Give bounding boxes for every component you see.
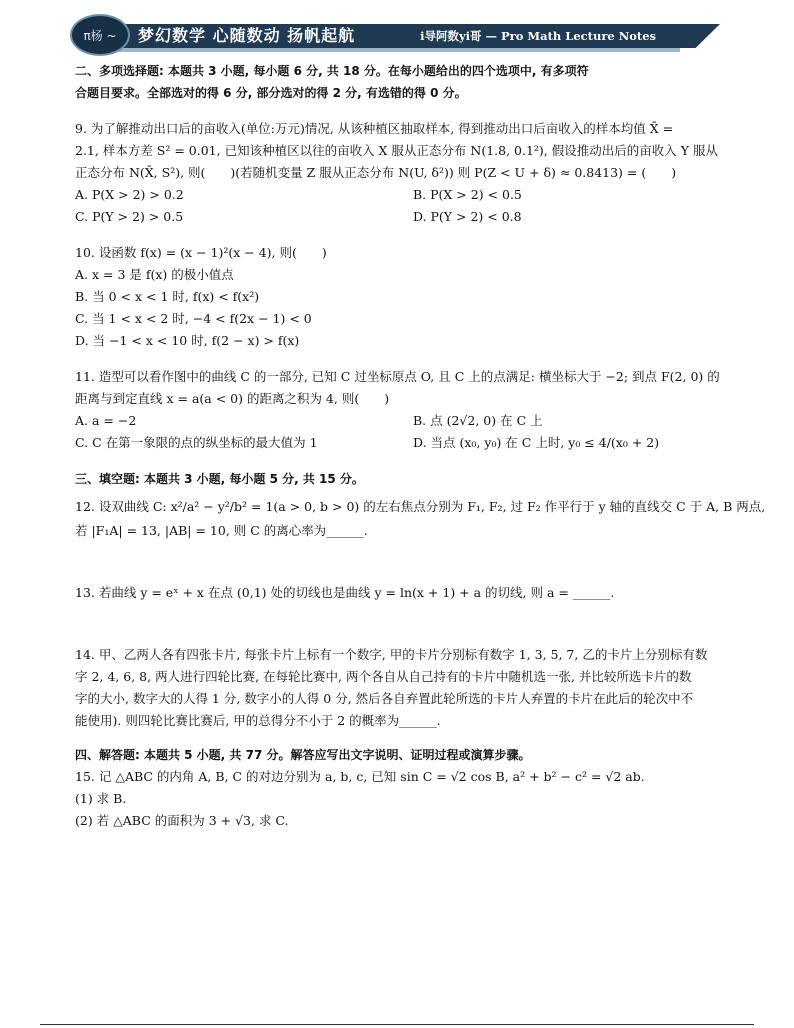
q12-stem: 若 |F₁A| = 13, |AB| = 10, 则 C 的离心率为______.	[75, 523, 368, 538]
q14-stem: 能使用). 则四轮比赛比赛后, 甲的总得分不小于 2 的概率为______.	[75, 713, 441, 728]
q10-option-d: D. 当 −1 < x < 10 时, f(2 − x) > f(x)	[75, 333, 300, 348]
question-15	[75, 766, 725, 832]
question-10	[75, 242, 725, 352]
q9-stem: 2.1, 样本方差 S² = 0.01, 已知该种植区以往的亩收入 X 服从正态分布 N(1.8, 0.1²), 假设推动出后的亩收入 Y 服从	[75, 143, 718, 158]
q11-option-c: C. C 在第一象限的点的纵坐标的最大值为 1	[75, 435, 318, 450]
q14-stem: 14. 甲、乙两人各有四张卡片, 每张卡片上标有一个数字, 甲的卡片分别标有数字 1, 3, 5, 7, 乙的卡片上分别标有数	[75, 647, 708, 662]
q9-stem: 9. 为了解推动出口后的亩收入(单位:万元)情况, 从该种植区抽取样本, 得到推动出口后亩收入的样本均值 X̄ =	[75, 121, 674, 136]
q9-option-a: A. P(X > 2) > 0.2	[75, 187, 184, 202]
footer-rule	[40, 1024, 754, 1025]
exam-content	[75, 60, 766, 832]
question-11	[75, 366, 725, 454]
q10-option-a: A. x = 3 是 f(x) 的极小值点	[75, 267, 234, 282]
page-header	[70, 14, 724, 56]
q11-stem: 11. 造型可以看作图中的曲线 C 的一部分, 已知 C 过坐标原点 O, 且 C 上的点满足: 横坐标大于 −2; 到点 F(2, 0) 的	[75, 369, 720, 384]
q9-stem: 正态分布 N(X̄, S²), 则( )(若随机变量 Z 服从正态分布 N(U, δ²)) 则 P(Z < U + δ) ≈ 0.8413) = ( )	[75, 165, 677, 180]
q15-part-2: (2) 若 △ABC 的面积为 3 + √3, 求 C.	[75, 813, 289, 828]
q11-stem: 距离与到定直线 x = a(a < 0) 的距离之积为 4, 则( )	[75, 391, 390, 406]
q11-option-d: D. 当点 (x₀, y₀) 在 C 上时, y₀ ≤ 4/(x₀ + 2)	[413, 435, 660, 450]
q9-option-c: C. P(Y > 2) > 0.5	[75, 209, 184, 224]
section2-title-cont: 合题目要求。全部选对的得 6 分, 部分选对的得 2 分, 有选错的得 0 分。	[75, 86, 467, 100]
header-underline	[110, 48, 680, 52]
section4-title: 四、解答题: 本题共 5 小题, 共 77 分。解答应写出文字说明、证明过程或演算步骤。	[75, 748, 531, 762]
section3-title: 三、填空题: 本题共 3 小题, 每小题 5 分, 共 15 分。	[75, 472, 364, 486]
q15-stem: 15. 记 △ABC 的内角 A, B, C 的对边分别为 a, b, c, 已知 sin C = √2 cos B, a² + b² − c² = √2 ab.	[75, 769, 645, 784]
q14-stem: 字 2, 4, 6, 8, 两人进行四轮比赛, 在每轮比赛中, 两个各自从自己持有的卡片中随机选一张, 并比较所选卡片的数	[75, 669, 692, 684]
header-slogan: 梦幻数学 心随数动 扬帆起航	[138, 26, 356, 45]
q11-option-a: A. a = −2	[75, 413, 137, 428]
question-13	[75, 582, 725, 604]
logo-badge: π杨 ~	[70, 14, 130, 56]
q10-stem: 10. 设函数 f(x) = (x − 1)²(x − 4), 则( )	[75, 245, 327, 260]
q15-part-1: (1) 求 B.	[75, 791, 127, 806]
q10-option-b: B. 当 0 < x < 1 时, f(x) < f(x²)	[75, 289, 260, 304]
q9-option-b: B. P(X > 2) < 0.5	[413, 187, 522, 202]
q13-stem: 13. 若曲线 y = eˣ + x 在点 (0,1) 处的切线也是曲线 y = ln(x + 1) + a 的切线, 则 a = ______.	[75, 585, 615, 600]
question-9	[75, 118, 725, 228]
q10-option-c: C. 当 1 < x < 2 时, −4 < f(2x − 1) < 0	[75, 311, 312, 326]
q11-option-b: B. 点 (2√2, 0) 在 C 上	[413, 413, 543, 428]
q9-option-d: D. P(Y > 2) < 0.8	[413, 209, 522, 224]
question-14	[75, 644, 725, 732]
header-subtitle: i导阿数yi哥 — Pro Math Lecture Notes	[420, 29, 656, 43]
q12-stem: 12. 设双曲线 C: x²/a² − y²/b² = 1(a > 0, b > 0) 的左右焦点分别为 F₁, F₂, 过 F₂ 作平行于 y 轴的直线交 C 于 A, B 两点,	[75, 499, 766, 514]
q14-stem: 字的大小, 数字大的人得 1 分, 数字小的人得 0 分, 然后各自弃置此轮所选的卡片人弃置的卡片在此后的轮次中不	[75, 691, 694, 706]
question-12	[75, 494, 766, 542]
section2-title: 二、多项选择题: 本题共 3 小题, 每小题 6 分, 共 18 分。在每小题给出的四个选项中, 有多项符	[75, 64, 589, 78]
